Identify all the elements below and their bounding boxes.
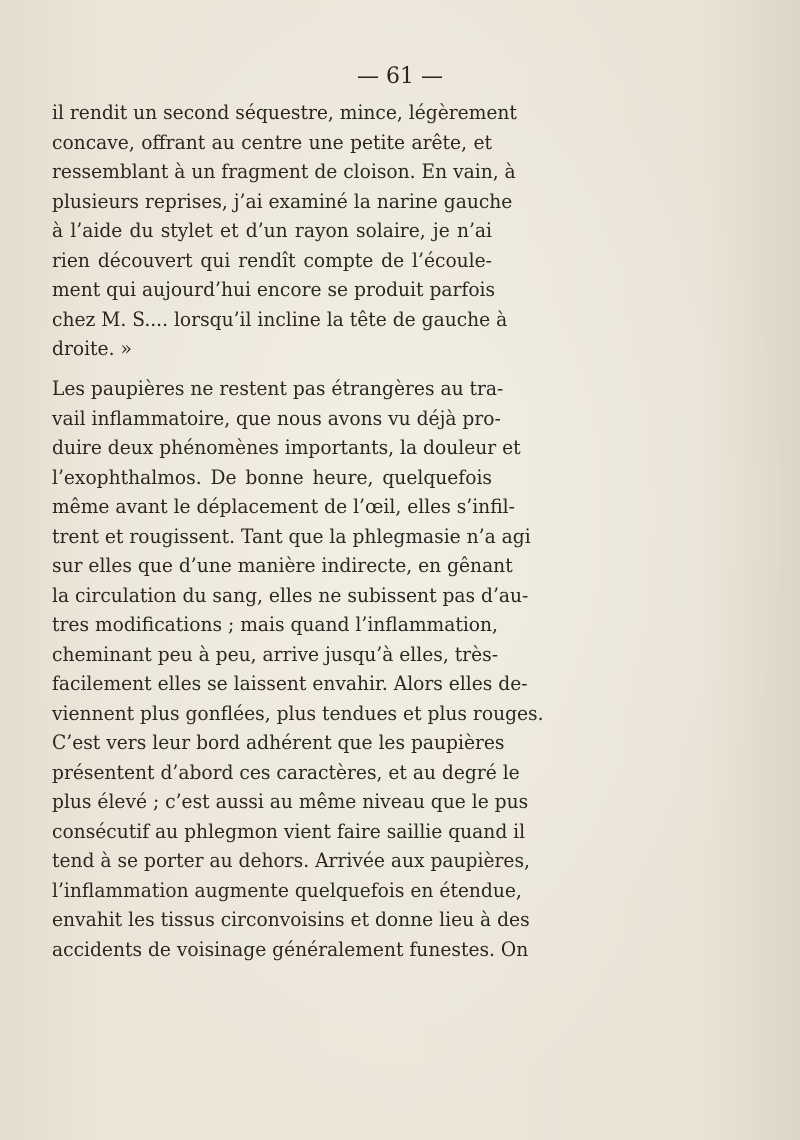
text-line: tend à se porter au dehors. Arrivée aux paupières, — [52, 849, 530, 872]
text-line: l’inflammation augmente quelquefois en étendue, — [52, 878, 522, 902]
text-line: ressemblant à un fragment de cloison. En vain, à — [52, 160, 516, 183]
text-line: viennent plus gonflées, plus tendues et plus rouges. — [52, 701, 544, 725]
text-line: C’est vers leur bord adhérent que les paupières — [52, 731, 505, 754]
text-line: duire deux phénomènes importants, la douleur et — [52, 436, 521, 459]
text-line: il rendit un second séquestre, mince, légèrement — [52, 101, 517, 124]
text-line: accidents de voisinage généralement funestes. On — [52, 937, 529, 961]
text-line: ment qui aujourd’hui encore se produit parfois — [52, 278, 496, 301]
text-line: présentent d’abord ces caractères, et au degré le — [52, 760, 520, 784]
text-line: facilement elles se laissent envahir. Alors elles de- — [52, 672, 528, 695]
text-line: la circulation du sang, elles ne subissent pas d’au- — [52, 583, 529, 607]
text-line: droite. » — [52, 337, 132, 360]
text-line: vail inflammatoire, que nous avons vu déjà pro- — [52, 406, 501, 430]
text-line: trent et rougissent. Tant que la phlegmasie n’a agi — [52, 524, 531, 548]
text-line: chez M. S.... lorsqu’il incline la tête de gauche à — [52, 307, 508, 331]
text-line: envahit les tissus circonvoisins et donne lieu à des — [52, 908, 530, 931]
text-line: plusieurs reprises, j’ai examiné la narine gauche — [52, 189, 513, 213]
text-line: sur elles que d’une manière indirecte, en gênant — [52, 554, 513, 577]
text-line: à l’aide du stylet et d’un rayon solaire, je n’ai — [52, 219, 492, 242]
text-line: rien découvert qui rendît compte de l’écoule- — [52, 248, 492, 272]
text-line: concave, offrant au centre une petite arête, et — [52, 130, 492, 154]
text-line: même avant le déplacement de l’œil, elles s’infil- — [52, 495, 515, 518]
text-line: Les paupières ne restent pas étrangères au tra- — [52, 377, 504, 400]
paragraph-paupieres — [52, 374, 544, 964]
text-line: plus élevé ; c’est aussi au même niveau que le pus — [52, 790, 529, 813]
text-line: l’exophthalmos. De bonne heure, quelquefois — [52, 465, 492, 489]
page-number: — 61 — — [357, 64, 443, 89]
paragraph-continued — [52, 98, 517, 364]
text-line: cheminant peu à peu, arrive jusqu’à elles, très- — [52, 642, 499, 666]
text-line: tres modifications ; mais quand l’inflammation, — [52, 613, 498, 636]
text-line: consécutif au phlegmon vient faire saillie quand il — [52, 819, 526, 843]
